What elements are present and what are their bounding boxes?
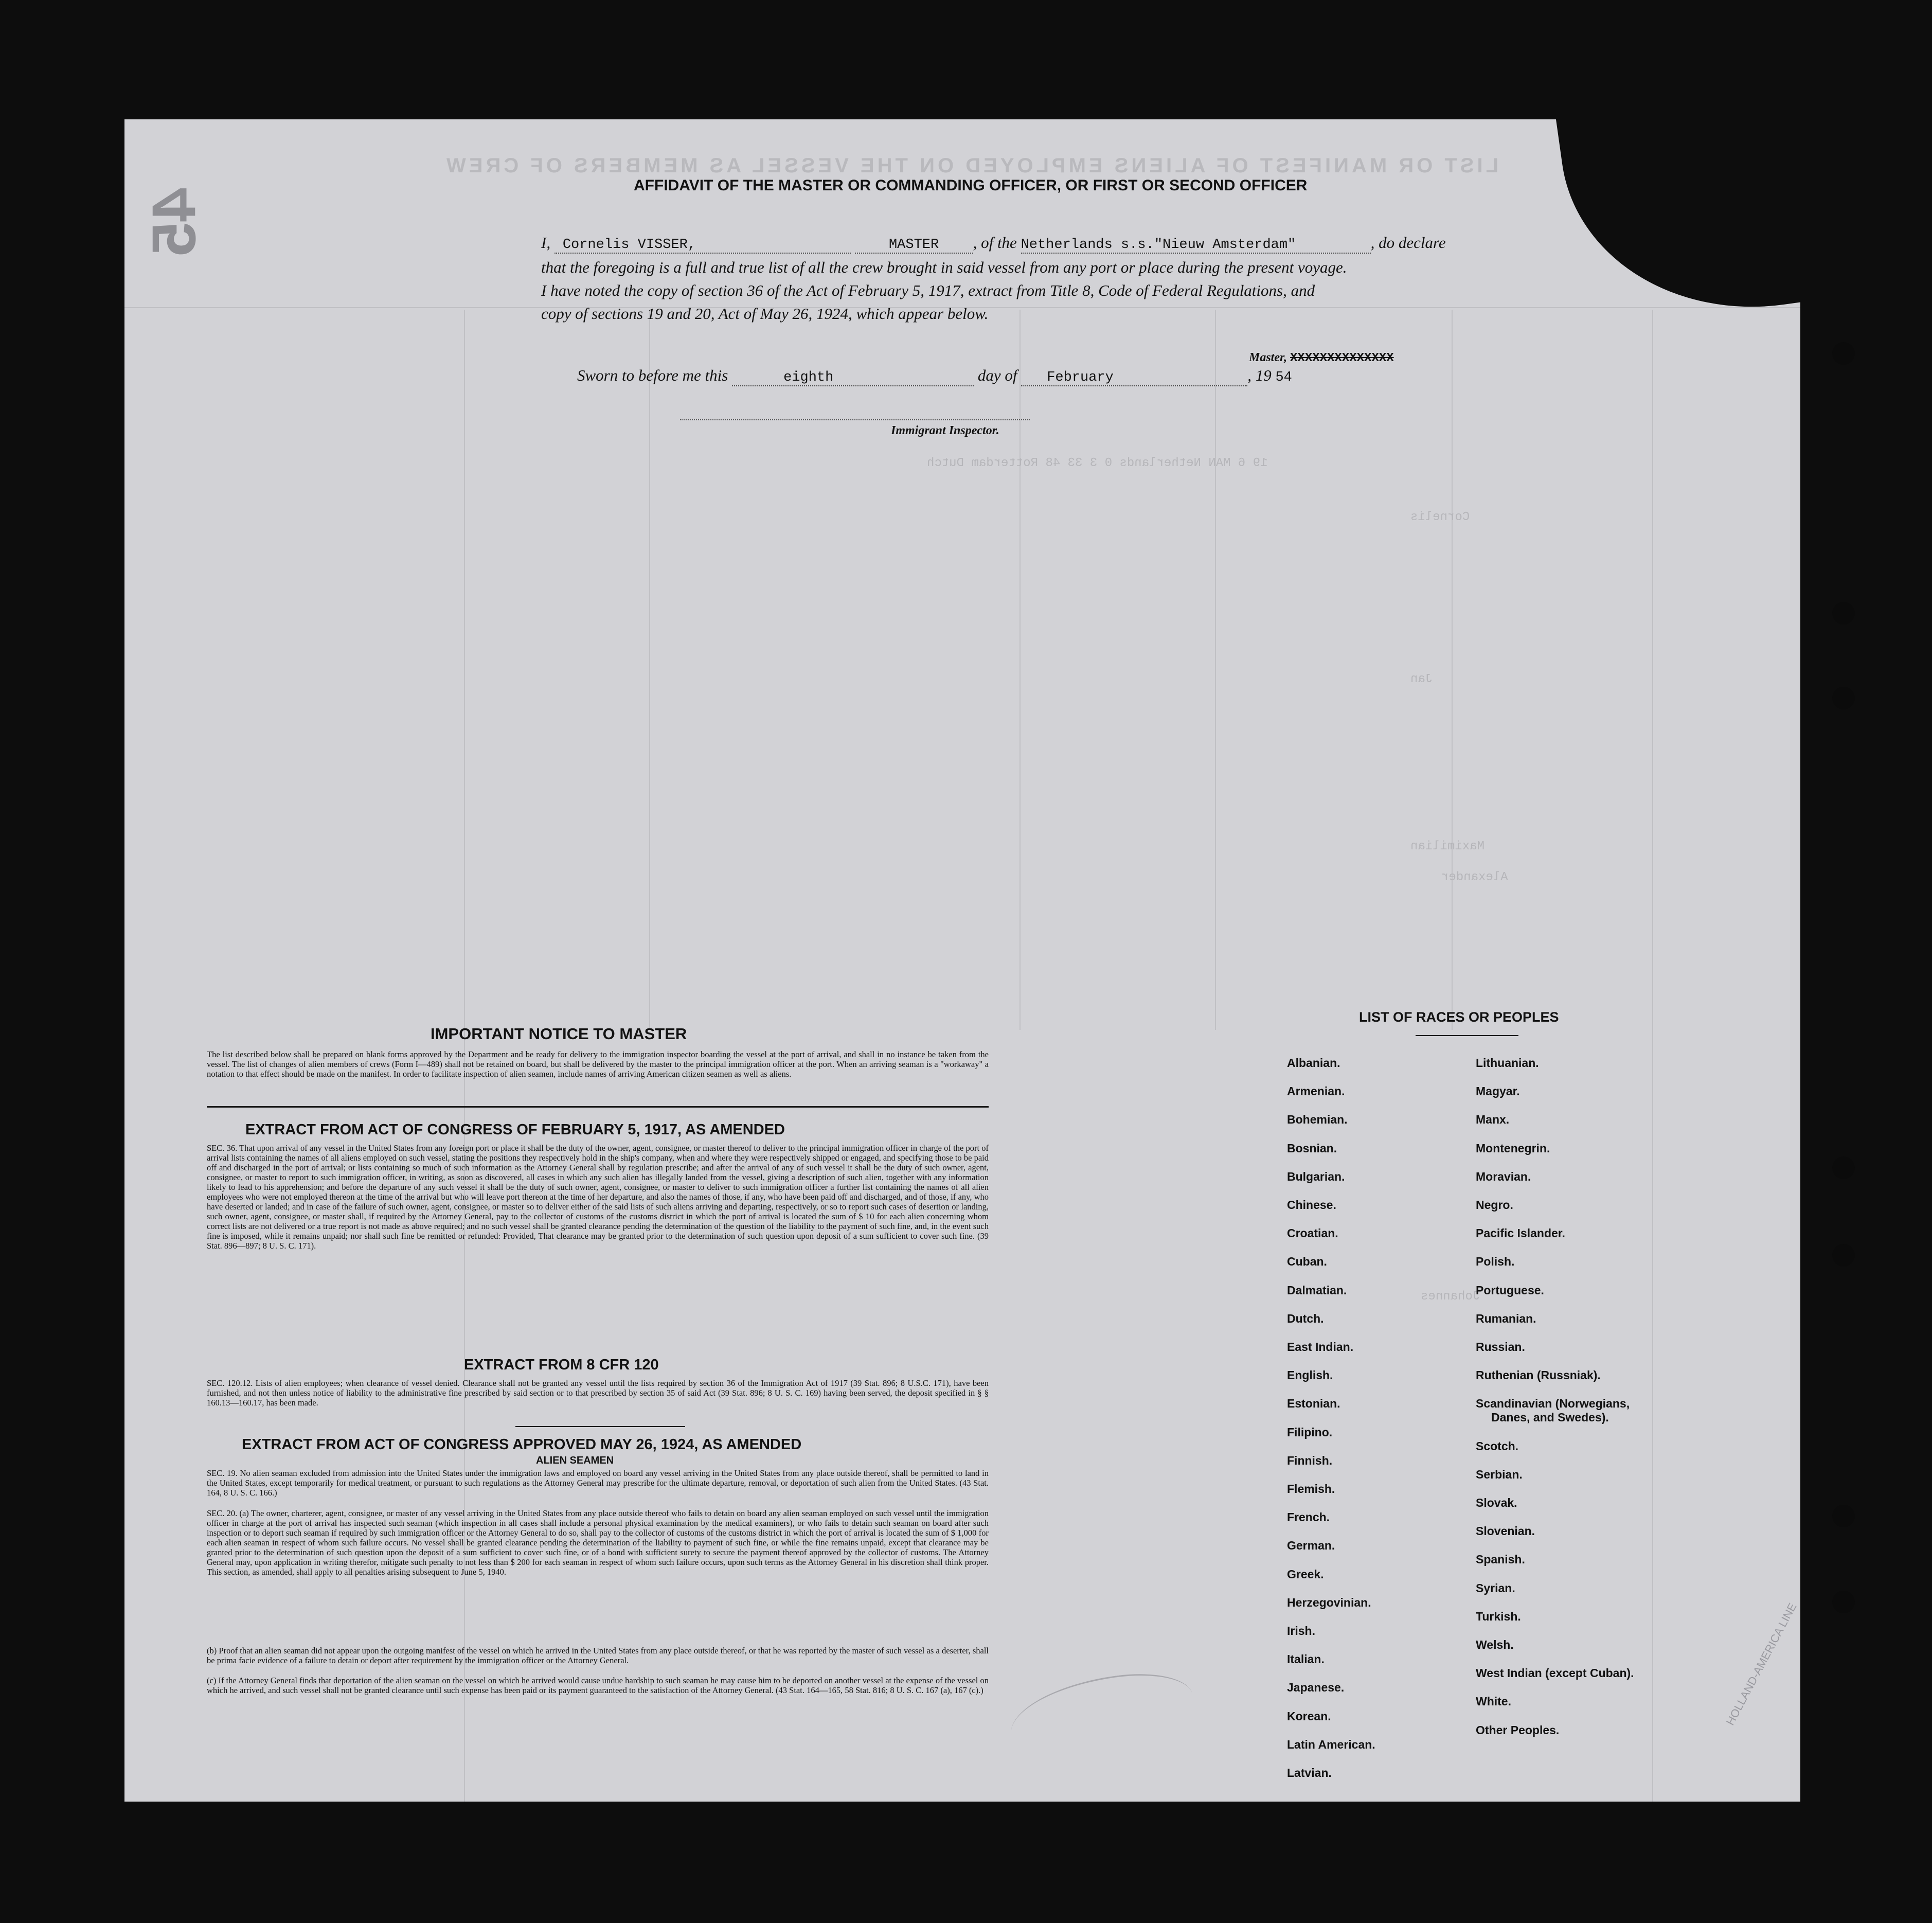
race-item: Welsh. <box>1476 1638 1514 1651</box>
column-rule <box>1452 310 1453 1030</box>
race-item: Slovak. <box>1476 1496 1517 1509</box>
of-the-label: , of the <box>973 234 1017 252</box>
race-item: Manx. <box>1476 1113 1510 1127</box>
extract-1917-title: EXTRACT FROM ACT OF CONGRESS OF FEBRUARY 5, 1917, AS AMENDED <box>245 1121 785 1138</box>
race-item: Estonian. <box>1287 1397 1340 1411</box>
race-item: Scandinavian (Norwegians, <box>1476 1397 1630 1411</box>
race-item: German. <box>1287 1539 1335 1553</box>
race-item: Spanish. <box>1476 1553 1525 1566</box>
race-item: Bosnian. <box>1287 1141 1337 1155</box>
affidavit-pronoun: I, <box>541 234 551 252</box>
race-item: Italian. <box>1287 1652 1325 1666</box>
inspector-signature-line <box>680 419 1030 420</box>
sheet-number: 45 <box>139 187 209 256</box>
race-item: Montenegrin. <box>1476 1141 1550 1155</box>
section-rule <box>515 1426 685 1427</box>
race-item: Lithuanian. <box>1476 1056 1539 1070</box>
sec-20b-body: (b) Proof that an alien seaman did not appear upon the outgoing manifest of the vessel on which he arrived in the United States from any place outside thereof, or that he was reported by the master of such vessel as a deserter, shall be prima facie evidence of a failure to detain or deport after requirement by the immigration officer or the Attorney General. <box>207 1646 989 1665</box>
extract-1924-title: EXTRACT FROM ACT OF CONGRESS APPROVED MAY 26, 1924, AS AMENDED <box>242 1436 802 1453</box>
race-item: Moravian. <box>1476 1169 1531 1183</box>
punch-hole <box>1832 1591 1855 1613</box>
punch-hole <box>1832 1244 1855 1267</box>
column-rule <box>1215 310 1216 1030</box>
month-value: February <box>1021 370 1247 386</box>
declare-label: , do declare <box>1370 234 1446 252</box>
race-item: Scotch. <box>1476 1439 1519 1453</box>
race-item: Slovenian. <box>1476 1524 1535 1538</box>
race-item: Bulgarian. <box>1287 1169 1345 1183</box>
notice-body: The list described below shall be prepared on blank forms approved by the Department and be ready for delivery to the immigration inspector boarding the vessel at the port of arrival, and shall in no instance be taken from the vessel. The list of changes of alien members of crews (Form I—489) shall not be retained on board, but shall be delivered by the master to the principal immigration officer at the port. When an arriving seaman is a "workaway" a notation to that effect should be made on the manifest. In order to facilitate inspection of alien seamen, include names of arriving American citizen seamen as well as aliens. <box>207 1049 989 1079</box>
extract-cfr-body: SEC. 120.12. Lists of alien employees; when clearance of vessel denied. Clearance shall not be granted any vessel until the lists required by section 36 of the Immigration Act of 1917 (39 Stat. 896; 8 U.S.C. 171), have been furnished, and not then unless notice of liability to the administrative fine prescribed by said section or to that prescribed by section 35 of said Act (39 Stat. 896; 8 U. S. C. 169) having been served, the deposit specified in § § 160.13—160.17, has been made. <box>207 1378 989 1408</box>
race-item: Herzegovinian. <box>1287 1595 1371 1609</box>
race-item: Korean. <box>1287 1709 1331 1723</box>
race-item: Japanese. <box>1287 1681 1345 1695</box>
race-item: Serbian. <box>1476 1467 1523 1481</box>
sworn-line <box>577 366 1292 386</box>
race-item: East Indian. <box>1287 1340 1354 1354</box>
struck-officer-titles: XXXXXXXXXXXXXX <box>1290 351 1394 365</box>
race-item: Russian. <box>1476 1340 1525 1354</box>
column-rule <box>1652 310 1653 1802</box>
sec-19-body: SEC. 19. No alien seaman excluded from admission into the United States under the immigration laws and employed on board any vessel arriving in the United States from any place outside thereof, shall be permitted to land in the United States, except temporarily for medical treatment, or pursuant to such regulations as the Attorney General may prescribe for the ultimate departure, removal, or deportation of such alien from the United States. (43 Stat. 164, 8 U. S. C. 166.) <box>207 1468 989 1498</box>
race-item: Greek. <box>1287 1567 1324 1581</box>
section-rule <box>207 1106 989 1108</box>
affidavit-line-4: copy of sections 19 and 20, Act of May 26, 1924, which appear below. <box>541 305 989 323</box>
extract-1917-body: SEC. 36. That upon arrival of any vessel in the United States from any foreign port or place it shall be the duty of the owner, agent, consignee, or master thereof to deliver to the principal immigration officer in charge of the port of arrival lists containing the names of all aliens employed on such vessel, stating the positions they respectively hold in the ship's company, when and where they were respectively shipped or engaged, and specifying those to be paid off and discharged in the port of arrival; or lists containing so much of such information as the Attorney General shall by regulation prescribe; and after the arrival of any of such vessel it shall be the duty of such owner, agent, consignee, or master to report to such immigration officer, in writing, as soon as discovered, all cases in which any such alien has illegally landed from the vessel, giving a description of such alien, together with any information likely to lead to his apprehension; and before the departure of any such vessel it shall be the duty of such owner, agent, consignee, or master to deliver to such immigration officer a further list containing the names of all alien employees who were not employed thereon at the time of the arrival but who will leave port thereon at the time of her departure, and also the names of those, if any, who have been paid off and discharged, and of those, if any, who have deserted or landed; and in case of the failure of such owner, agent, consignee, or master so to deliver either of the said lists of such aliens arriving and departing, respectively, or so to report such cases of desertion or landing, such owner, agent, consignee, or master shall, if required by the Attorney General, pay to the collector of customs of the customs district in which the port of arrival is located the sum of $ 10 for each alien concerning whom correct lists are not delivered or a true report is not made as above required; and no such vessel shall be granted clearance pending the determination of the question of the liability to the payment of such fine, and, in the event such fine is imposed, while it remains unpaid; nor shall such fine be remitted or refunded: Provided, That clearance may be granted prior to the determination of such question upon deposit of a sum sufficient to cover such fine. (39 Stat. 896—897; 8 U. S. C. 171). <box>207 1143 989 1251</box>
affidavit-line-1 <box>541 234 1446 254</box>
affidavit-line-2: that the foregoing is a full and true list of all the crew brought in said vessel from any port or place during the present voyage. <box>541 258 1347 276</box>
column-rule <box>1019 310 1021 1030</box>
race-item: English. <box>1287 1368 1333 1382</box>
race-item: Bohemian. <box>1287 1113 1348 1127</box>
affidavit-line-3: I have noted the copy of section 36 of the Act of February 5, 1917, extract from Title 8, Code of Federal Regulations, and <box>541 281 1315 299</box>
race-item: Other Peoples. <box>1476 1723 1560 1737</box>
punch-hole <box>1832 342 1855 365</box>
race-item: Latvian. <box>1287 1766 1332 1779</box>
column-rule <box>649 310 650 1030</box>
race-item: Turkish. <box>1476 1609 1521 1623</box>
punch-hole <box>1832 687 1855 709</box>
notice-title: IMPORTANT NOTICE TO MASTER <box>431 1025 687 1043</box>
sworn-label: Sworn to before me this <box>577 366 728 384</box>
alien-seamen-subtitle: ALIEN SEAMEN <box>536 1455 614 1466</box>
rank: MASTER <box>855 237 973 254</box>
race-item: Danes, and Swedes). <box>1491 1411 1609 1425</box>
year-prefix: , 19 <box>1247 366 1272 384</box>
race-item: Magyar. <box>1476 1084 1520 1098</box>
day-value: eighth <box>732 370 974 386</box>
extract-cfr-title: EXTRACT FROM 8 CFR 120 <box>464 1357 659 1373</box>
race-item: Flemish. <box>1287 1482 1335 1495</box>
inspector-label: Immigrant Inspector. <box>891 424 999 437</box>
ship-name: Netherlands s.s."Nieuw Amsterdam" <box>1021 237 1371 254</box>
day-of-label: day of <box>977 366 1017 384</box>
company-stamp: HOLLAND-AMERICA LINE <box>1723 1600 1799 1728</box>
race-item: Chinese. <box>1287 1198 1336 1212</box>
signature-scrawl <box>1005 1666 1198 1765</box>
master-signature-label: Master, XXXXXXXXXXXXXX <box>1249 351 1394 365</box>
race-item: Latin American. <box>1287 1737 1375 1751</box>
race-item: Negro. <box>1476 1198 1513 1212</box>
races-title-rule <box>1416 1035 1518 1036</box>
manifest-page: LIST OR MANIFEST OF ALIENS EMPLOYED ON THE VESSEL AS MEMBERS OF CREW 45 19 6 MAN Netherlands 0 3 33 48 Rotterdam Dutch Cornelis Jan Maximilian Alexander Johannes AFFIDAVIT OF THE MASTER OR COMMANDING OFFICER, OR FIRST OR SECOND OFFICER I, Cornelis VISSER, MASTER , of the Netherlands s.s."Nieuw Amsterdam" , do declare that the foregoing is a full and true list of all the crew brought in said vessel from any port or place during the present voyage. I have noted the copy of section 36 of the Act of February 5, 1917, extract from Title 8, Code of Federal Regulations, and copy of sections 19 and 20, Act of May 26, 1924, which appear below. Master, XXXXXXXXXXXXXX Sworn to before me this eighth day of February , 19 54 Immigrant Inspector. IMPORTANT NOTICE TO MASTER The list described below shall be prepared on blank forms approved by the Department and be ready for delivery to the immigration inspector boarding the vessel at the port of arrival, and shall in no instance be taken from the vessel. The list of changes of alien members of crews (Form I—489) shall not be retained on board, but shall be delivered by the master to the principal immigration officer at the port. When an arriving seaman is a "workaway" a notation to that effect should be made on the manifest. In order to facilitate inspection of alien seamen, include names of arriving American citizen seamen as well as aliens. EXTRACT FROM ACT OF CONGRESS OF FEBRUARY 5, 1917, AS AMENDED SEC. 36. That upon arrival of any vessel in the United States from any foreign port or place it shall be the duty of the owner, agent, consignee, or master thereof to deliver to the principal immigration officer in charge of the port of arrival lists containing the names of all aliens employed on such vessel, stating the positions they respectively hold in the ship's company, when and where they were respectively shipped or engaged, and specifying those to be paid off and discharged in the port of arrival; or lists containing so much of such information as the Attorney General shall by regulation prescribe; and after the arrival of any of such vessel it shall be the duty of such owner, agent, consignee, or master to report to such immigration officer, in writing, as soon as discovered, all cases in which any such alien has illegally landed from the vessel, giving a description of such alien, together with any information likely to lead to his apprehension; and before the departure of any such vessel it shall be the duty of such owner, agent, consignee, or master to deliver to such immigration officer a further list containing the names of all alien employees who were not employed thereon at the time of the arrival but who will leave port thereon at the time of her departure, and also the names of those, if any, who have been paid off and discharged, and of those, if any, who have deserted or landed; and in case of the failure of such owner, agent, consignee, or master so to deliver either of the said lists of such aliens arriving and departing, respectively, or so to report such cases of desertion or landing, such owner, agent, consignee, or master shall, if required by the Attorney General, pay to the collector of customs of the customs district in which the port of arrival is located the sum of $ 10 for each alien concerning whom correct lists are not delivered or a true report is not made as above required; and no such vessel shall be granted clearance pending the determination of the question of the liability to the payment of such fine, and, in the event such fine is imposed, while it remains unpaid; nor shall such fine be remitted or refunded: Provided, That clearance may be granted prior to the determination of such question upon deposit of a sum sufficient to cover such fine. (39 Stat. 896—897; 8 U. S. C. 171). EXTRACT FROM 8 CFR 120 SEC. 120.12. Lists of alien employees; when clearance of vessel denied. Clearance shall not be granted any vessel until the lists required by section 36 of the Immigration Act of 1917 (39 Stat. 896; 8 U.S.C. 171), have been furnished, and not then unless notice of liability to the administrative fine prescribed by said section or to that prescribed by section 35 of said Act (39 Stat. 896; 8 U. S. C. 169) having been served, the deposit specified in § § 160.13—160.17, has been made. EXTRACT FROM ACT OF CONGRESS APPROVED MAY 26, 1924, AS AMENDED ALIEN SEAMEN SEC. 19. No alien seaman excluded from admission into the United States under the immigration laws and employed on board any vessel arriving in the United States from any place outside thereof, shall be permitted to land in the United States, except temporarily for medical treatment, or pursuant to such regulations as the Attorney General may prescribe for the ultimate departure, removal, or deportation of such alien from the United States. (43 Stat. 164, 8 U. S. C. 166.) SEC. 20. (a) The owner, charterer, agent, consignee, or master of any vessel arriving in the United States from any place outside thereof who fails to detain on board any alien seaman employed on such vessel until the immigration officer in charge at the port of arrival has inspected such seaman (which inspection in all cases shall include a personal physical examination by the medical examiners), or who fails to detain such seaman on board after such inspection or to deport such seaman if required by such immigration officer or the Attorney General to do so, shall pay to the collector of customs of the customs district in which the port of arrival is located the sum of $ 1,000 for each alien seaman in respect of whom such failure occurs. No vessel shall be granted clearance pending the determination of the liability to payment of such fine, or while the fine remains unpaid, except that clearance may be granted prior to the determination of such question upon the deposit of a sum sufficient to cover such fine, or of a bond with sufficient surety to secure the payment thereof approved by the collector of customs. The Attorney General may, upon application in writing therefor, mitigate such penalty to not less than $ 200 for each seaman in respect of whom such failure occurs, upon such terms as the Attorney General in his discretion shall think proper. This section, as amended, shall apply to all penalties arising subsequent to June 5, 1940. (b) Proof that an alien seaman did not appear upon the outgoing manifest of the vessel on which he arrived in the United States from any place outside thereof, or that he was reported by the master of such vessel as a deserter, shall be prima facie evidence of a failure to detain or deport after requirement by the immigration officer or the Attorney General. (c) If the Attorney General finds that deportation of the alien seaman on the vessel on which he arrived would cause undue hardship to such seaman he may cause him to be deported on another vessel at the expense of the vessel on which he arrived, and such vessel shall not be granted clearance until such expense has been paid or its payment guaranteed to the satisfaction of the Attorney General. (43 Stat. 164—165, 58 Stat. 816; 8 U. S. C. 167 (a), 167 (c).) LIST OF RACES OR PEOPLES Albanian. Armenian. Bohemian. Bosnian. Bulgarian. Chinese. Croatian. Cuban. Dalmatian. Dutch. East Indian. English. Estonian. Filipino. Finnish. Flemish. French. German. Greek. Herzegovinian. Irish. Italian. Japanese. Korean. Latin American. Latvian. Lithuanian. Magyar. Manx. Montenegrin. Moravian. Negro. Pacific Islander. Polish. Portuguese. Rumanian. Russian. Ruthenian (Russniak). Scandinavian (Norwegians, Danes, and Swedes). Scotch. Serbian. Slovak. Slovenian. Spanish. Syrian. Turkish. Welsh. West Indian (except Cuban). White. Other Peoples. HOLLAND-AMERICA LINE <box>124 119 1800 1802</box>
sec-20c-body: (c) If the Attorney General finds that deportation of the alien seaman on the vessel on which he arrived would cause undue hardship to such seaman he may cause him to be deported on another vessel at the expense of the vessel on which he arrived, and such vessel shall not be granted clearance until such expense has been paid or its payment guaranteed to the satisfaction of the Attorney General. (43 Stat. 164—165, 58 Stat. 816; 8 U. S. C. 167 (a), 167 (c).) <box>207 1676 989 1695</box>
punch-hole <box>1832 1156 1855 1179</box>
sec-20a-body: SEC. 20. (a) The owner, charterer, agent, consignee, or master of any vessel arriving in the United States from any place outside thereof who fails to detain on board any alien seaman employed on such vessel until the immigration officer in charge at the port of arrival has inspected such seaman (which inspection in all cases shall include a personal physical examination by the medical examiners), or who fails to detain such seaman on board after such inspection or to deport such seaman if required by such immigration officer or the Attorney General to do so, shall pay to the collector of customs of the customs district in which the port of arrival is located the sum of $ 1,000 for each alien seaman in respect of whom such failure occurs. No vessel shall be granted clearance pending the determination of the liability to payment of such fine, or while the fine remains unpaid, except that clearance may be granted prior to the determination of such question upon the deposit of a sum sufficient to cover such fine, or of a bond with sufficient surety to secure the payment thereof approved by the collector of customs. The Attorney General may, upon application in writing therefor, mitigate such penalty to not less than $ 200 for each seaman in respect of whom such failure occurs, upon such terms as the Attorney General in his discretion shall think proper. This section, as amended, shall apply to all penalties arising subsequent to June 5, 1940. <box>207 1508 989 1577</box>
race-item: Polish. <box>1476 1255 1515 1269</box>
race-item: Rumanian. <box>1476 1311 1536 1325</box>
race-item: Dutch. <box>1287 1311 1324 1325</box>
punch-hole <box>1832 602 1855 625</box>
race-item: Armenian. <box>1287 1084 1345 1098</box>
affidavit-title: AFFIDAVIT OF THE MASTER OR COMMANDING OFFICER, OR FIRST OR SECOND OFFICER <box>634 177 1308 194</box>
master-name: Cornelis VISSER, <box>554 237 851 254</box>
race-item: Irish. <box>1287 1624 1315 1637</box>
race-item: Finnish. <box>1287 1453 1333 1467</box>
race-item: Filipino. <box>1287 1425 1333 1439</box>
year-value: 54 <box>1275 370 1292 385</box>
race-item: Cuban. <box>1287 1255 1327 1269</box>
race-item: Ruthenian (Russniak). <box>1476 1368 1601 1382</box>
reverse-title-bleed: LIST OR MANIFEST OF ALIENS EMPLOYED ON THE VESSEL AS MEMBERS OF CREW <box>443 154 1499 177</box>
race-item: Albanian. <box>1287 1056 1340 1070</box>
punch-hole <box>1832 1505 1855 1527</box>
torn-corner <box>1554 119 1800 332</box>
race-item: White. <box>1476 1695 1511 1708</box>
race-item: Portuguese. <box>1476 1283 1544 1297</box>
race-item: Dalmatian. <box>1287 1283 1347 1297</box>
race-item: Pacific Islander. <box>1476 1226 1565 1240</box>
races-title: LIST OF RACES OR PEOPLES <box>1359 1009 1559 1025</box>
race-item: French. <box>1287 1510 1330 1524</box>
race-item: Croatian. <box>1287 1226 1338 1240</box>
race-item: Syrian. <box>1476 1581 1515 1595</box>
race-item: West Indian (except Cuban). <box>1476 1666 1634 1680</box>
